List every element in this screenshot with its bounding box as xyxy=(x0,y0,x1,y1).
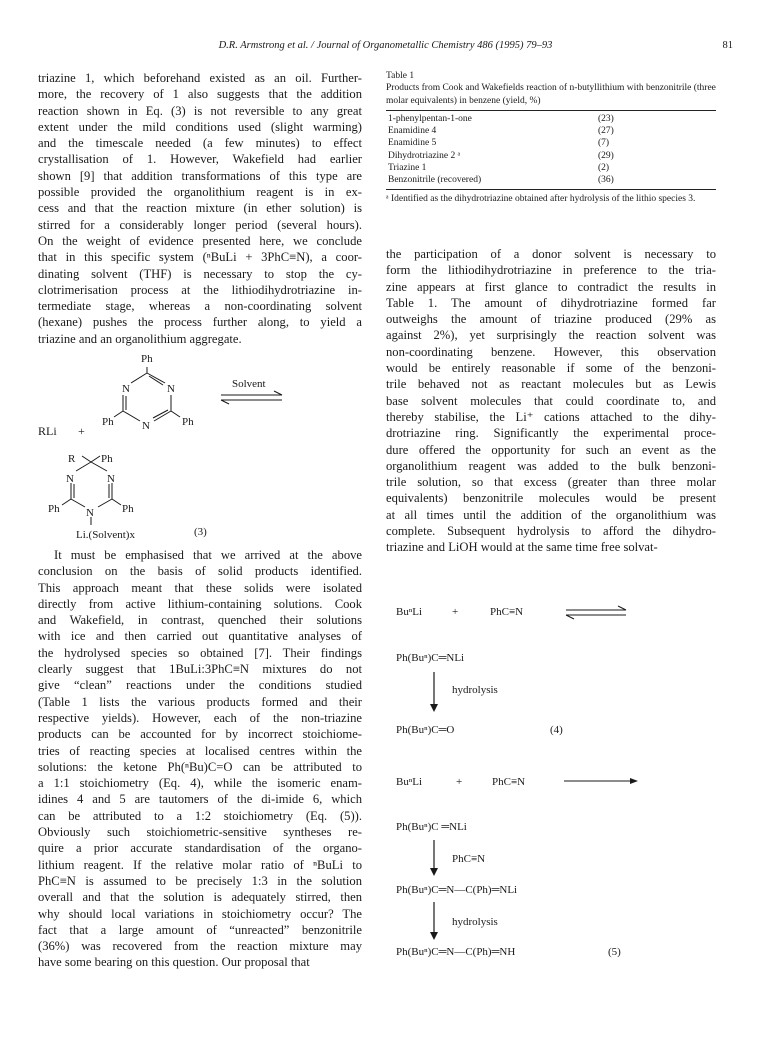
eq3-n2-bottom: N xyxy=(86,507,94,519)
text-line: why should local variations in stoichiometry occur? The xyxy=(38,906,362,921)
eq3-li-solvent: Li.(Solvent)x xyxy=(76,529,135,541)
eq5-diimine: Ph(Buⁿ)C═N—C(Ph)═NH xyxy=(396,946,516,958)
text-line: the participation of a donor solvent is necessary to xyxy=(386,247,716,261)
eq3-solvent-label: Solvent xyxy=(232,378,266,390)
eq5-plus: + xyxy=(456,776,463,788)
eq5-step: hydrolysis xyxy=(452,916,498,928)
table-product-cell: Enamidine 5 xyxy=(388,138,437,149)
text-line: crystallisation of 1. However, Wakefield had earlier xyxy=(38,152,362,167)
eq5-reagent: PhC≡N xyxy=(452,853,486,865)
text-line: reaction shown in Eq. (3) is not reversible to any great xyxy=(38,103,362,118)
text-line: conclusion on the basis of solid products identified. xyxy=(38,564,362,579)
page-number: 81 xyxy=(722,40,733,51)
eq3-n-bottom: N xyxy=(142,420,150,432)
text-line: give “clean” reactions under the conditions studied xyxy=(38,678,362,693)
eq4-buli: BuⁿLi xyxy=(396,606,423,618)
eq5-diimine-li: Ph(Buⁿ)C═N—C(Ph)═NLi xyxy=(396,884,518,896)
left-column-paragraph-2 xyxy=(38,547,362,971)
text-line: triazine and an organolithium aggregate. xyxy=(38,331,242,346)
right-column-paragraph xyxy=(386,246,716,556)
eq4-down-arrow xyxy=(430,672,438,712)
text-line: can be attributed to a 1:2 stoichiometry (Eq. (5)). xyxy=(38,808,362,823)
text-line: (Table 1 lists the various products formed and their xyxy=(38,694,362,709)
text-line: would be entirely reasonable if some of the benzoni- xyxy=(386,361,716,376)
text-line: outweighs the amount of triazine produced (29% as xyxy=(386,312,716,327)
text-line: more, the recovery of 1 also suggests that the addition xyxy=(38,87,362,102)
text-line: fact that a large amount of “unreacted” benzonitrile xyxy=(38,922,362,937)
table-row xyxy=(386,150,716,162)
text-line: trile solution, so that excess (greater than three molar xyxy=(386,475,716,490)
text-line: (hexane) pushes the process further along, to yield a xyxy=(38,315,362,330)
text-line: quire a prior accurate standardisation of the organo- xyxy=(38,841,362,856)
table-yield-cell: (23) xyxy=(598,113,614,124)
text-line: against 2%), yet surprisingly the reaction solvent was xyxy=(386,328,716,343)
eq4-plus: + xyxy=(452,606,459,618)
text-line: complete. Subsequent hydrolysis to afford the dihydro- xyxy=(386,524,716,539)
text-line: overall and that the solution is adequately stirred, then xyxy=(38,890,362,905)
running-header xyxy=(38,40,733,51)
text-line: On the weight of evidence presented here, we conclude xyxy=(38,233,362,248)
eq3-r-group: R xyxy=(68,453,76,465)
text-line: dure offered the opportunity for such an event as the xyxy=(386,442,716,457)
text-line: respective yields). However, each of the non-triazine xyxy=(38,710,362,725)
text-line: This approach meant that these solids were isolated xyxy=(38,580,362,595)
text-line: zine appears at first glance to contradict the results in xyxy=(386,279,716,294)
table-yield-cell: (36) xyxy=(598,175,614,186)
text-line: directly from active lithium-containing solutions. Cook xyxy=(38,596,362,611)
running-title: D.R. Armstrong et al. / Journal of Organometallic Chemistry 486 (1995) 79–93 xyxy=(218,40,553,51)
text-line: termediate stage, whereas a non-coordinating solvent xyxy=(38,299,362,314)
eq5-buli: BuⁿLi xyxy=(396,776,423,788)
text-line: idines 4 and 5 are tautomers of the di-imide 6, which xyxy=(38,792,362,807)
text-line: thereby stabilise, the Li⁺ cations attached to the dihy- xyxy=(386,409,716,424)
text-line: lithium reagent. If the relative molar ratio of ⁿBuLi to xyxy=(38,857,362,872)
eq3-n2-left: N xyxy=(66,473,74,485)
eq3-n-left: N xyxy=(122,383,130,395)
table-product-cell: Triazine 1 xyxy=(388,163,427,174)
text-line: solutions: the ketone Ph(ⁿBu)C=O can be attributed to xyxy=(38,759,362,774)
eq3-ph2-left: Ph xyxy=(48,503,60,515)
text-line: It must be emphasised that we arrived at the above xyxy=(54,548,362,562)
equations-4-5 xyxy=(386,600,716,970)
table-yield-cell: (29) xyxy=(598,150,614,161)
eq3-ph-top: Ph xyxy=(141,353,153,365)
table-footnote: ᵃ Identified as the dihydrotriazine obtained after hydrolysis of the lithio species 3. xyxy=(386,193,696,204)
text-line: at all times until the addition of the organolithium was xyxy=(386,507,716,522)
text-line: equivalents) benzonitrile molecules would be present xyxy=(386,491,716,506)
eq4-number: (4) xyxy=(550,724,563,736)
table-yield-cell: (27) xyxy=(598,126,614,137)
eq4-ketone: Ph(Buⁿ)C═O xyxy=(396,724,455,736)
equation-3 xyxy=(38,345,368,545)
text-line: dinating solvent (THF) is necessary to stop the cy- xyxy=(38,266,362,281)
text-line: have some bearing on this question. Our proposal that xyxy=(38,955,310,970)
table-product-cell: 1-phenylpentan-1-one xyxy=(388,113,472,124)
text-line: clearly suggest that 1BuLi:3PhC≡N mixtures do not xyxy=(38,662,362,677)
eq3-ph2-right: Ph xyxy=(122,503,134,515)
eq3-n-right: N xyxy=(167,383,175,395)
eq3-number: (3) xyxy=(194,526,207,538)
text-line: shown [9] that addition transformations of this type are xyxy=(38,168,362,183)
table-row xyxy=(386,162,716,174)
text-line: products can be accounted for by incorrect stoichiome- xyxy=(38,727,362,742)
text-line: triazine 1, which beforehand existed as an oil. Further- xyxy=(38,71,362,85)
text-line: the hydrolysed species so obtained [7]. Their findings xyxy=(38,645,362,660)
table-row xyxy=(386,137,716,149)
text-line: clotrimerisation process at the lithiodihydrotriazine in- xyxy=(38,282,362,297)
text-line: form the lithiodihydrotriazine in preference to the tria- xyxy=(386,263,716,278)
eq5-imine-li: Ph(Buⁿ)C ═NLi xyxy=(396,821,467,833)
text-line: extent under the mild conditions used (slight warming) xyxy=(38,119,362,134)
text-line: drotriazine ring. Significantly the experimental proce- xyxy=(386,426,716,441)
text-line: with ice and then carried out quantitative analyses of xyxy=(38,629,362,644)
eq5-number: (5) xyxy=(608,946,621,958)
left-column-paragraph-1 xyxy=(38,70,362,347)
eq3-ph-right: Ph xyxy=(182,416,194,428)
eq5-down-arrow-1 xyxy=(430,840,438,876)
text-line: trile behaved not as reactant molecules but as Lewis xyxy=(386,377,716,392)
eq5-down-arrow-2 xyxy=(430,902,438,940)
table-row xyxy=(386,113,716,125)
table-caption: Products from Cook and Wakefields reaction of n-butyllithium with benzonitrile (three molar equivalents) in benzene (yield, %) xyxy=(386,83,716,106)
table-yield-cell: (2) xyxy=(598,163,610,174)
table-product-cell: Dihydrotriazine 2 ᵃ xyxy=(388,150,461,161)
eq5-forward-arrow xyxy=(564,778,638,784)
text-line: stirred for a considerably longer period (several hours). xyxy=(38,217,362,232)
table-row xyxy=(386,174,716,186)
text-line: base solvent molecules that could coordinate to, and xyxy=(386,393,716,408)
eq4-step: hydrolysis xyxy=(452,684,498,696)
table-product-cell: Enamidine 4 xyxy=(388,126,437,137)
table-1 xyxy=(386,70,716,205)
eq4-nitrile: PhC≡N xyxy=(490,606,524,618)
eq4-imine-li: Ph(Buⁿ)C═NLi xyxy=(396,652,465,664)
eq3-n2-right: N xyxy=(107,473,115,485)
eq4-equilibrium-arrows xyxy=(566,606,626,619)
eq3-ph-sub: Ph xyxy=(101,453,113,465)
text-line: Obviously such stoichiometric-sensitive syntheses re- xyxy=(38,825,362,840)
eq3-plus: + xyxy=(78,424,85,438)
table-row xyxy=(386,125,716,137)
table-product-cell: Benzonitrile (recovered) xyxy=(388,175,482,186)
text-line: a 1:1 stoichiometry (Eq. 4), while the isomeric enam- xyxy=(38,776,362,791)
eq5-nitrile: PhC≡N xyxy=(492,776,526,788)
text-line: organolithium reagent was added to the bulk benzoni- xyxy=(386,458,716,473)
text-line: (36%) was recovered from the reaction mixture may xyxy=(38,939,362,954)
text-line: possible provided the organolithium reagent is in ex- xyxy=(38,185,362,200)
table-label: Table 1 xyxy=(386,71,415,81)
eq3-rli: RLi xyxy=(38,424,57,438)
text-line: triazine and LiOH would at the same time free solvat- xyxy=(386,540,658,555)
text-line: Table 1. The amount of dihydrotriazine formed far xyxy=(386,295,716,310)
text-line: non-coordinating benzene. However, this observation xyxy=(386,344,716,359)
table-yield-cell: (7) xyxy=(598,138,610,149)
text-line: cess and that the reaction mixture (in ether solution) is xyxy=(38,201,362,216)
equilibrium-arrows xyxy=(221,391,282,404)
text-line: that in this specific system (ⁿBuLi + 3PhC≡N), a coor- xyxy=(38,250,362,265)
text-line: PhC≡N is assumed to be precisely 1:3 in the solution xyxy=(38,873,362,888)
text-line: tries of reacting species at localised centres within the xyxy=(38,743,362,758)
text-line: and the timescale needed (a few minutes) to effect xyxy=(38,136,362,151)
table-body xyxy=(386,113,716,187)
text-line: and Wakefield, in contrast, quenched their solutions xyxy=(38,613,362,628)
eq3-ph-left: Ph xyxy=(102,416,114,428)
